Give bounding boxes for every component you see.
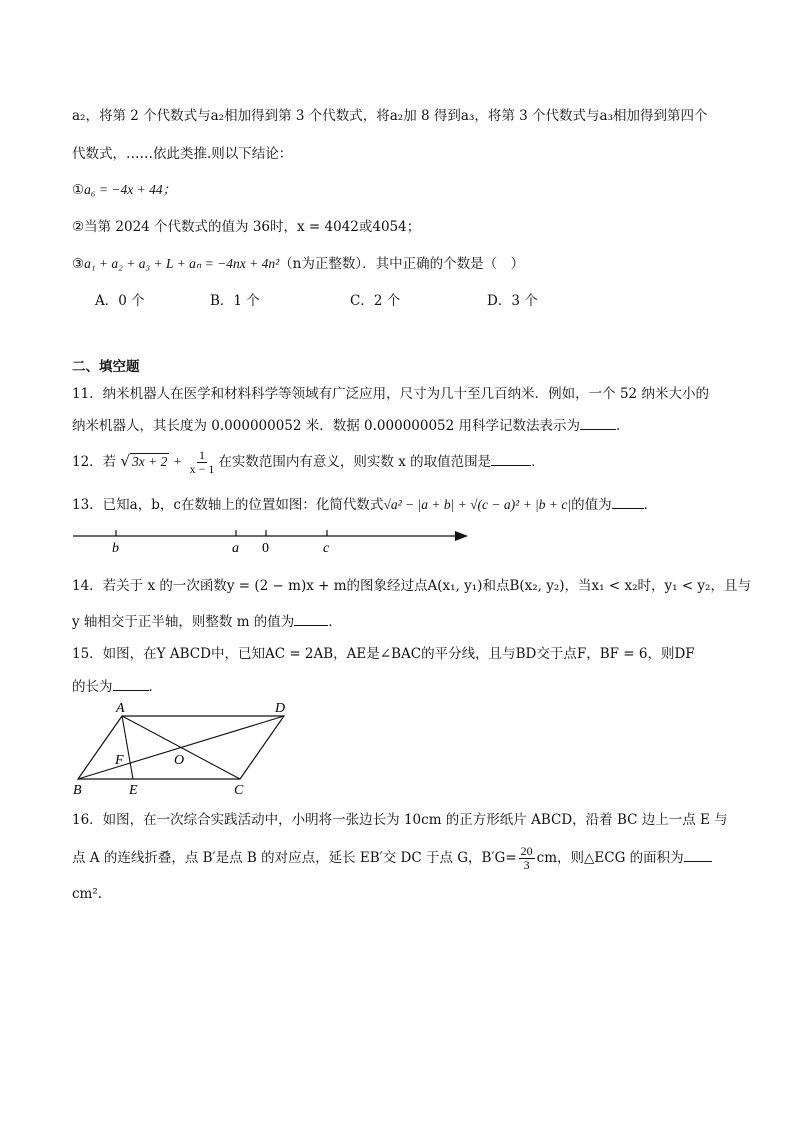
q12-lead: 12．若 (72, 454, 117, 470)
q11-line2-text: 纳米机器人，其长度为 0.000000052 米．数据 0.000000052 用科学记数法表示为 (72, 418, 581, 434)
q10-conclusion-2 (72, 217, 420, 237)
section-title: 二、填空题 (72, 359, 140, 375)
q13-expr: √a² − |a + b| + √(c − a)² + |b + c| (383, 497, 572, 512)
q10-conclusion-1 (72, 180, 176, 200)
q10-line1: a₂，将第 2 个代数式与a₂相加得到第 3 个代数式，将a₂加 8 得到a₃，将第 3 个代数式与a₃相加得到第四个 (72, 108, 708, 124)
q10-conclusion-2-text: 当第 2024 个代数式的值为 36时，x = 4042或4054； (84, 219, 421, 235)
point-e-label: E (129, 783, 138, 798)
q14-line2 (72, 611, 342, 632)
q16-line1: 16．如图，在一次综合实践活动中，小明将一张边长为 10cm 的正方形纸片 ABCD，沿着 BC 边上一点 E 与 (72, 812, 728, 828)
q16-line2-a: 点 A 的连线折叠，点 B′是点 B 的对应点，延长 EB′交 DC 于点 G，B′G= (72, 850, 517, 866)
q11-answer-blank[interactable] (580, 415, 616, 430)
q12-frac-num: 1 (199, 448, 206, 462)
label-a: a (232, 541, 239, 556)
option-a: A．0 个 (95, 293, 145, 309)
q14-line1: 14．若关于 x 的一次函数y = (2 − m)x + m的图象经过点A(x₁, y₁)和点B(x₂, y₂)，当x₁ < x₂时，y₁ < y₂，且与 (72, 578, 751, 594)
q16-frac-den: 3 (523, 858, 530, 872)
label-c: c (323, 541, 330, 556)
q12-frac-den: x − 1 (189, 462, 215, 476)
q16-answer-blank[interactable] (684, 847, 712, 862)
q14-end: ． (328, 614, 342, 630)
q13-tail: 的值为 (571, 497, 612, 513)
q11-line1: 11．纳米机器人在医学和材料科学等领域有广泛应用，尺寸为几十至几百纳米．例如，一个 52 纳米大小的 (72, 386, 709, 402)
q15-end: ． (148, 679, 162, 695)
diagonal-bd (78, 716, 284, 779)
q10-conclusion-3 (72, 254, 524, 274)
label-0: 0 (262, 541, 269, 556)
option-c: C．2 个 (350, 293, 401, 309)
circled-three-marker: ③ (72, 256, 85, 272)
q16-line2 (72, 842, 712, 874)
q12-end: ． (531, 454, 545, 470)
q11-line2 (72, 415, 630, 436)
q14-line2-text: y 轴相交于正半轴，则整数 m 的值为 (72, 614, 295, 630)
q16-line3: cm². (72, 886, 103, 902)
number-line-arrow-icon (455, 531, 468, 541)
q10-conclusion-3-tail: （n为正整数）．其中正确的个数是（ ） (279, 256, 525, 272)
q16-fraction (519, 845, 535, 872)
point-d-label: D (275, 701, 286, 716)
option-d: D．3 个 (487, 293, 538, 309)
segment-ae (122, 716, 133, 779)
q13-answer-blank[interactable] (612, 494, 644, 509)
label-b: b (112, 541, 119, 556)
parallelogram-figure (0, 698, 794, 798)
point-a-label: A (116, 701, 125, 716)
number-line-figure (0, 520, 794, 560)
q12-answer-blank[interactable] (491, 451, 531, 466)
q12-line (72, 447, 545, 476)
q13-end: ． (643, 497, 658, 513)
point-f-label: F (115, 753, 124, 768)
radical-sign-icon: √ (120, 452, 131, 470)
q12-tail: 在实数范围内有意义，则实数 x 的取值范围是 (218, 454, 492, 470)
q12-plus: + (173, 454, 182, 469)
point-b-label: B (73, 783, 82, 798)
q10-conclusion-3-expr: a₁ + a₂ + a₃ + L + aₙ = −4nx + 4n² (84, 256, 280, 271)
q16-frac-num: 20 (520, 844, 533, 858)
q14-answer-blank[interactable] (294, 611, 328, 626)
q12-radicand: 3x + 2 (132, 454, 168, 469)
q15-line2 (72, 676, 162, 697)
q12-fraction (188, 449, 217, 476)
q13-line (72, 494, 657, 515)
option-b: B．1 个 (210, 293, 260, 309)
q15-line2-text: 的长为 (72, 679, 113, 695)
circled-two-marker: ② (72, 219, 85, 235)
q10-conclusion-1-expr: a₆ = −4x + 44； (84, 182, 177, 197)
q15-answer-blank[interactable] (113, 676, 149, 691)
point-o-label: O (174, 753, 185, 768)
q10-line2: 代数式，……依此类推.则以下结论： (72, 146, 293, 162)
q15-line1: 15．如图，在Y ABCD中，已知AC = 2AB，AE是∠BAC的平分线，且与BD交于点F，BF = 6，则DF (72, 646, 695, 662)
q11-end: ． (616, 418, 630, 434)
q16-line2-b: cm，则△ECG 的面积为 (536, 850, 684, 866)
circled-one-marker: ① (72, 182, 85, 198)
point-c-label: C (234, 783, 244, 798)
q13-lead: 13．已知a，b，c在数轴上的位置如图：化简代数式 (72, 497, 384, 513)
